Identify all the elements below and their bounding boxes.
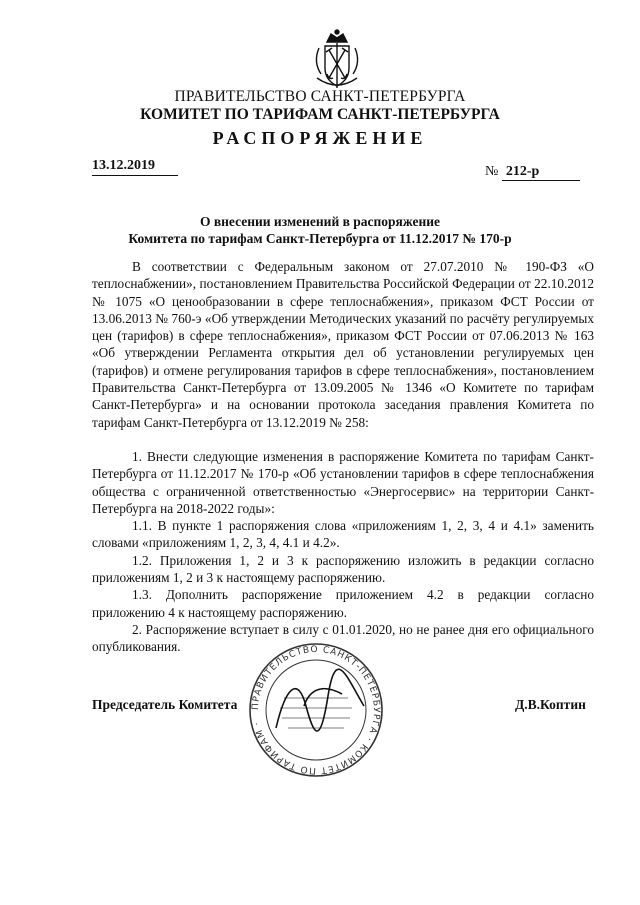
signer-name: Д.В.Коптин bbox=[515, 697, 586, 712]
item-1-1-paragraph: 1.1. В пункте 1 распоряжения слова «приложениям 1, 2, 3, 4 и 4.1» заменить словами «приложениям 1, 2, 3, 4, 4.1 и 4.2». bbox=[92, 518, 594, 551]
document-date: 13.12.2019 bbox=[92, 158, 178, 176]
coat-of-arms-icon bbox=[305, 28, 369, 92]
subject-line-2: Комитета по тарифам Санкт-Петербурга от 11.12.2017 № 170-р bbox=[128, 231, 512, 246]
document-number bbox=[485, 164, 580, 181]
document-type-heading: РАСПОРЯЖЕНИЕ bbox=[212, 128, 428, 148]
svg-text:ПРАВИТЕЛЬСТВО САНКТ-ПЕТЕРБУРГА: ПРАВИТЕЛЬСТВО САНКТ-ПЕТЕРБУРГА · КОМИТЕТ ПО ТАРИФАМ · bbox=[250, 644, 382, 776]
number-sign: № bbox=[485, 164, 499, 179]
item-1-2-paragraph: 1.2. Приложения 1, 2 и 3 к распоряжению изложить в редакции согласно приложениям 1, 2 и 3 к настоящему распоряжению. bbox=[92, 552, 594, 586]
document-body bbox=[92, 258, 594, 656]
document-subject bbox=[80, 213, 560, 247]
item-1-paragraph: 1. Внести следующие изменения в распоряжение Комитета по тарифам Санкт-Петербурга от 11.12.2017 № 170-р «Об установлении тарифов в сфере теплоснабжения общества с ограниченной ответственностью «Энергосервис» на территории Санкт-Петербурга на 2018-2022 годы»: bbox=[92, 448, 594, 516]
signer-title: Председатель Комитета bbox=[92, 697, 238, 712]
official-stamp-icon bbox=[246, 636, 386, 784]
subject-line-1: О внесении изменений в распоряжение bbox=[199, 214, 441, 229]
number-value: 212-р bbox=[502, 164, 580, 181]
preamble-paragraph: В соответствии с Федеральным законом от 27.07.2010 № 190-ФЗ «О теплоснабжении», постановлением Правительства Российской Федерации от 22.10.2012 № 1075 «О ценообразовании в сфере теплоснабжения», приказом ФСТ России от 13.06.2013 № 760-э «Об утверждении Методических указаний по расчёту регулируемых цен (тарифов) в сфере теплоснабжения», приказом ФСТ России от 07.06.2013 № 163 «Об утверждении Регламента открытия дел об установлении регулируемых цен (тарифов) и отмене регулирования тарифов в сфере теплоснабжения», постановлением Правительства Санкт-Петербурга от 13.09.2005 № 1346 «О Комитете по тарифам Санкт-Петербурга» и на основании протокола заседания правления Комитета по тарифам Санкт-Петербурга от 13.12.2019 № 258: bbox=[92, 259, 594, 430]
item-2-paragraph: 2. Распоряжение вступает в силу с 01.01.2020, но не ранее дня его официального опубликования. bbox=[92, 621, 594, 655]
government-heading: ПРАВИТЕЛЬСТВО САНКТ-ПЕТЕРБУРГА bbox=[174, 88, 466, 105]
item-1-3-paragraph: 1.3. Дополнить распоряжение приложением 4.2 в редакции согласно приложению 4 к настоящему распоряжению. bbox=[92, 587, 594, 620]
committee-heading: КОМИТЕТ ПО ТАРИФАМ САНКТ-ПЕТЕРБУРГА bbox=[140, 106, 500, 123]
